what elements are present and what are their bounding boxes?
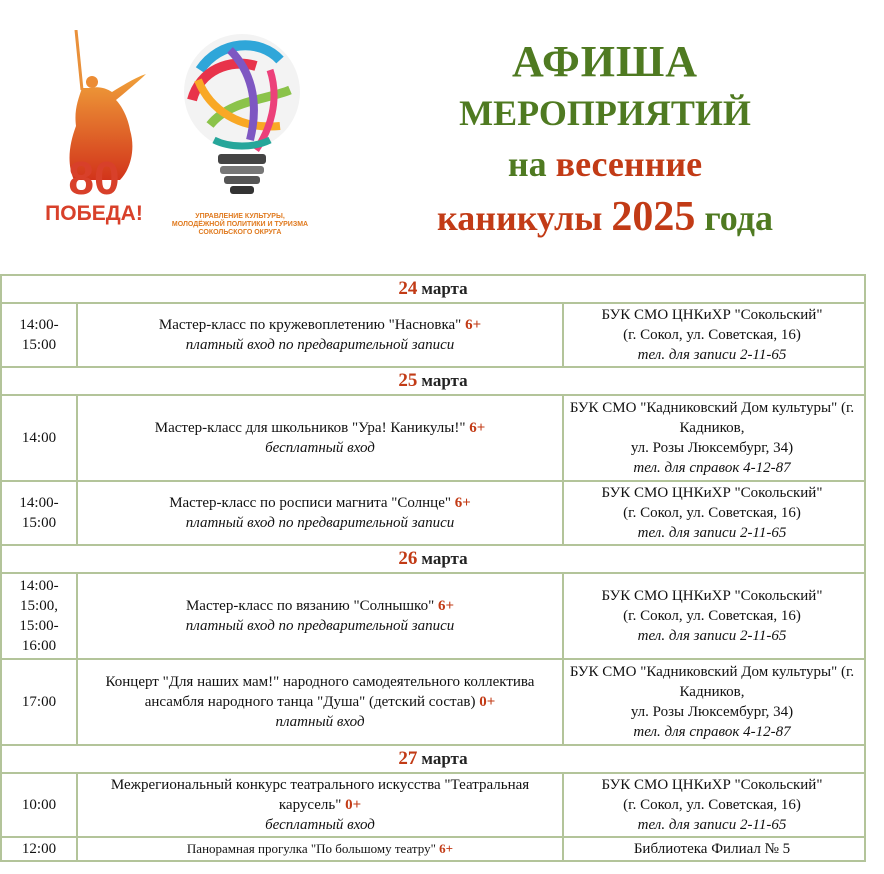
time-text: 14:00- 15:00 xyxy=(19,317,59,353)
date-month: марта xyxy=(421,549,468,568)
date-month: марта xyxy=(421,371,468,390)
event-title-line xyxy=(82,672,558,712)
time-text: 12:00 xyxy=(21,841,57,857)
venue-phone: тел. для справок 4-12-87 xyxy=(633,724,791,740)
event-note: платный вход по предварительной записи xyxy=(185,337,455,353)
time-text: 14:00 xyxy=(21,430,57,446)
event-row xyxy=(2,660,864,746)
event-venue xyxy=(562,304,860,366)
event-title: Панорамная прогулка "По большому театру" xyxy=(186,841,436,856)
date-number: 24 xyxy=(398,278,418,299)
event-venue xyxy=(562,396,860,480)
event-note: платный вход по предварительной записи xyxy=(185,515,455,531)
event-title-line xyxy=(186,596,454,616)
logo-pobeda-word: ПОБЕДА! xyxy=(45,202,143,225)
venue-phone: тел. для записи 2-11-65 xyxy=(637,347,787,363)
date-header-26 xyxy=(2,546,864,574)
event-title: Мастер-класс по вязанию "Солнышко" xyxy=(185,598,435,614)
event-title-line xyxy=(187,839,453,859)
event-venue xyxy=(562,838,860,860)
event-description xyxy=(76,574,562,658)
event-description xyxy=(76,396,562,480)
event-title-line xyxy=(155,418,486,438)
title-kanikuly: каникулы xyxy=(437,198,612,238)
venue-address: (г. Сокол, ул. Советская, 16) xyxy=(623,797,801,813)
event-venue xyxy=(562,660,860,744)
time-text: 14:00- 15:00, 15:00- 16:00 xyxy=(19,578,59,654)
title-goda: года xyxy=(695,198,773,238)
venue-address: ул. Розы Люксембург, 34) xyxy=(630,704,794,720)
event-title: Мастер-класс по кружевоплетению "Насновка" xyxy=(158,317,462,333)
title-vesennie: весенние xyxy=(555,144,703,184)
age-rating: 6+ xyxy=(465,317,482,333)
schedule-table xyxy=(0,274,866,862)
venue-name: БУК СМО "Кадниковский Дом культуры" (г. Кадников, xyxy=(569,400,855,436)
event-venue xyxy=(562,574,860,658)
event-time xyxy=(2,774,76,836)
time-text: 14:00- 15:00 xyxy=(19,495,59,531)
event-note: бесплатный вход xyxy=(265,817,375,833)
title-afisha: АФИША xyxy=(511,37,699,86)
logo-80-number: 80 xyxy=(68,152,120,204)
venue-address: (г. Сокол, ул. Советская, 16) xyxy=(623,608,801,624)
event-description xyxy=(76,482,562,544)
venue-name: БУК СМО ЦНКиХР "Сокольский" xyxy=(601,307,823,323)
venue-address: (г. Сокол, ул. Советская, 16) xyxy=(623,327,801,343)
event-time xyxy=(2,838,76,860)
age-rating: 0+ xyxy=(479,694,496,710)
venue-name: БУК СМО ЦНКиХР "Сокольский" xyxy=(601,485,823,501)
venue-phone: тел. для записи 2-11-65 xyxy=(637,525,787,541)
event-title: Мастер-класс для школьников "Ура! Каникулы!" xyxy=(154,420,466,436)
event-title: Мастер-класс по росписи магнита "Солнце" xyxy=(169,495,451,511)
event-title-line xyxy=(169,493,471,513)
event-description xyxy=(76,660,562,744)
event-description xyxy=(76,774,562,836)
date-number: 26 xyxy=(398,548,418,569)
event-title-line xyxy=(82,775,558,815)
event-title-line xyxy=(159,315,481,335)
title-spring xyxy=(330,138,880,190)
date-month: марта xyxy=(421,749,468,768)
date-month: марта xyxy=(421,279,468,298)
venue-phone: тел. для записи 2-11-65 xyxy=(637,628,787,644)
title-holidays xyxy=(330,190,880,245)
age-rating: 6+ xyxy=(439,841,454,856)
event-row xyxy=(2,574,864,660)
venue-address: ул. Розы Люксембург, 34) xyxy=(630,440,794,456)
time-text: 10:00 xyxy=(21,797,57,813)
event-note: платный вход по предварительной записи xyxy=(185,618,455,634)
time-text: 17:00 xyxy=(21,694,57,710)
age-rating: 0+ xyxy=(345,797,362,813)
venue-name: БУК СМО ЦНКиХР "Сокольский" xyxy=(601,588,823,604)
event-note: платный вход xyxy=(275,714,365,730)
event-row xyxy=(2,304,864,368)
venue-address: (г. Сокол, ул. Советская, 16) xyxy=(623,505,801,521)
event-description xyxy=(76,838,562,860)
venue-phone: тел. для записи 2-11-65 xyxy=(637,817,787,833)
event-venue xyxy=(562,482,860,544)
event-description xyxy=(76,304,562,366)
venue-name: БУК СМО ЦНКиХР "Сокольский" xyxy=(601,777,823,793)
poster-title xyxy=(330,36,880,245)
date-number: 25 xyxy=(398,370,418,391)
lightbulb-icon xyxy=(170,30,310,215)
age-rating: 6+ xyxy=(454,495,471,511)
event-note: бесплатный вход xyxy=(265,440,375,456)
event-row xyxy=(2,774,864,838)
age-rating: 6+ xyxy=(437,598,455,614)
event-row xyxy=(2,482,864,546)
poster-header xyxy=(0,0,884,270)
event-row xyxy=(2,838,864,860)
victory-80-logo xyxy=(40,30,150,240)
date-number: 27 xyxy=(398,748,418,769)
venue-name: Библиотека Филиал № 5 xyxy=(633,841,791,857)
culture-department-logo xyxy=(170,30,310,240)
event-time xyxy=(2,396,76,480)
event-time xyxy=(2,482,76,544)
event-time xyxy=(2,304,76,366)
event-time xyxy=(2,574,76,658)
date-header-27 xyxy=(2,746,864,774)
event-title: Межрегиональный конкурс театрального искусства "Театральная карусель" xyxy=(110,777,530,813)
age-rating: 6+ xyxy=(469,420,486,436)
date-header-25 xyxy=(2,368,864,396)
event-time xyxy=(2,660,76,744)
venue-phone: тел. для справок 4-12-87 xyxy=(633,460,791,476)
culture-logo-caption: УПРАВЛЕНИЕ КУЛЬТУРЫ, МОЛОДЁЖНОЙ ПОЛИТИКИ И ТУРИЗМА СОКОЛЬСКОГО ОКРУГА xyxy=(171,213,309,236)
date-header-24 xyxy=(2,276,864,304)
event-title: Концерт "Для наших мам!" народного самодеятельного коллектива ансамбля народного танца "Душа" (детский состав) xyxy=(105,674,535,710)
venue-name: БУК СМО "Кадниковский Дом культуры" (г. Кадников, xyxy=(569,664,855,700)
title-year: 2025 xyxy=(611,194,696,240)
event-venue xyxy=(562,774,860,836)
event-row xyxy=(2,396,864,482)
title-events: МЕРОПРИЯТИЙ xyxy=(459,93,751,133)
title-na: на xyxy=(507,144,556,184)
